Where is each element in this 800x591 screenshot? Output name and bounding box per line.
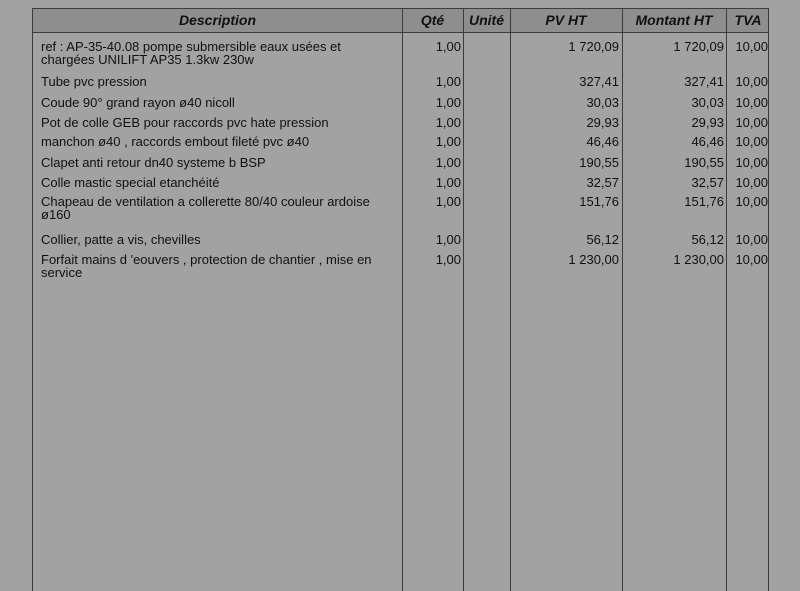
item-tva: 10,00 [735, 194, 768, 209]
item-description: Colle mastic special etanchéité [41, 175, 220, 190]
item-montant-ht: 30,03 [691, 95, 724, 110]
table-header [33, 9, 768, 33]
item-pv-ht: 190,55 [579, 155, 619, 170]
item-qte: 1,00 [435, 194, 461, 209]
header-montant-ht: Montant HT [635, 12, 713, 28]
item-description: manchon ø40 , raccords embout fileté pvc ø40 [41, 134, 310, 149]
item-tva: 10,00 [735, 115, 768, 130]
item-qte: 1,00 [435, 134, 461, 149]
header-tva: TVA [734, 12, 762, 28]
item-tva: 10,00 [735, 95, 768, 110]
item-pv-ht: 56,12 [586, 232, 619, 247]
item-tva: 10,00 [735, 175, 768, 190]
item-description: Forfait mains d 'eouvers , protection de chantier , mise en service [41, 252, 372, 280]
column-divider [726, 9, 727, 591]
item-montant-ht: 46,46 [691, 134, 724, 149]
item-qte: 1,00 [435, 252, 461, 267]
item-qte: 1,00 [435, 175, 461, 190]
item-montant-ht: 1 230,00 [673, 252, 724, 267]
item-qte: 1,00 [435, 232, 461, 247]
item-qte: 1,00 [435, 115, 461, 130]
header-unite: Unité [469, 12, 504, 28]
item-montant-ht: 1 720,09 [673, 39, 724, 54]
item-qte: 1,00 [435, 95, 461, 110]
item-pv-ht: 46,46 [586, 134, 619, 149]
item-pv-ht: 1 720,09 [568, 39, 619, 54]
item-tva: 10,00 [735, 134, 768, 149]
item-description: Tube pvc pression [41, 74, 147, 89]
item-montant-ht: 56,12 [691, 232, 724, 247]
item-pv-ht: 1 230,00 [568, 252, 619, 267]
item-qte: 1,00 [435, 155, 461, 170]
invoice-table [32, 8, 769, 591]
item-pv-ht: 29,93 [586, 115, 619, 130]
header-pv-ht: PV HT [545, 12, 587, 28]
item-pv-ht: 32,57 [586, 175, 619, 190]
item-montant-ht: 327,41 [684, 74, 724, 89]
item-tva: 10,00 [735, 74, 768, 89]
item-montant-ht: 190,55 [684, 155, 724, 170]
item-tva: 10,00 [735, 39, 768, 54]
item-tva: 10,00 [735, 252, 768, 267]
item-qte: 1,00 [435, 39, 461, 54]
item-montant-ht: 151,76 [684, 194, 724, 209]
item-pv-ht: 30,03 [586, 95, 619, 110]
item-qte: 1,00 [435, 74, 461, 89]
item-description: Collier, patte a vis, chevilles [41, 232, 201, 247]
item-pv-ht: 151,76 [579, 194, 619, 209]
item-description: Clapet anti retour dn40 systeme b BSP [41, 155, 266, 170]
item-description: Chapeau de ventilation a collerette 80/40 couleur ardoise ø160 [41, 194, 370, 222]
header-qte: Qté [420, 12, 445, 28]
item-tva: 10,00 [735, 155, 768, 170]
column-divider [463, 9, 464, 591]
item-montant-ht: 29,93 [691, 115, 724, 130]
item-tva: 10,00 [735, 232, 768, 247]
header-description: Description [178, 12, 256, 28]
item-description: Coude 90° grand rayon ø40 nicoll [41, 95, 235, 110]
item-pv-ht: 327,41 [579, 74, 619, 89]
item-description: Pot de colle GEB pour raccords pvc hate pression [41, 115, 329, 130]
item-montant-ht: 32,57 [691, 175, 724, 190]
item-description: ref : AP-35-40.08 pompe submersible eaux usées et chargées UNILIFT AP35 1.3kw 230w [41, 39, 341, 67]
